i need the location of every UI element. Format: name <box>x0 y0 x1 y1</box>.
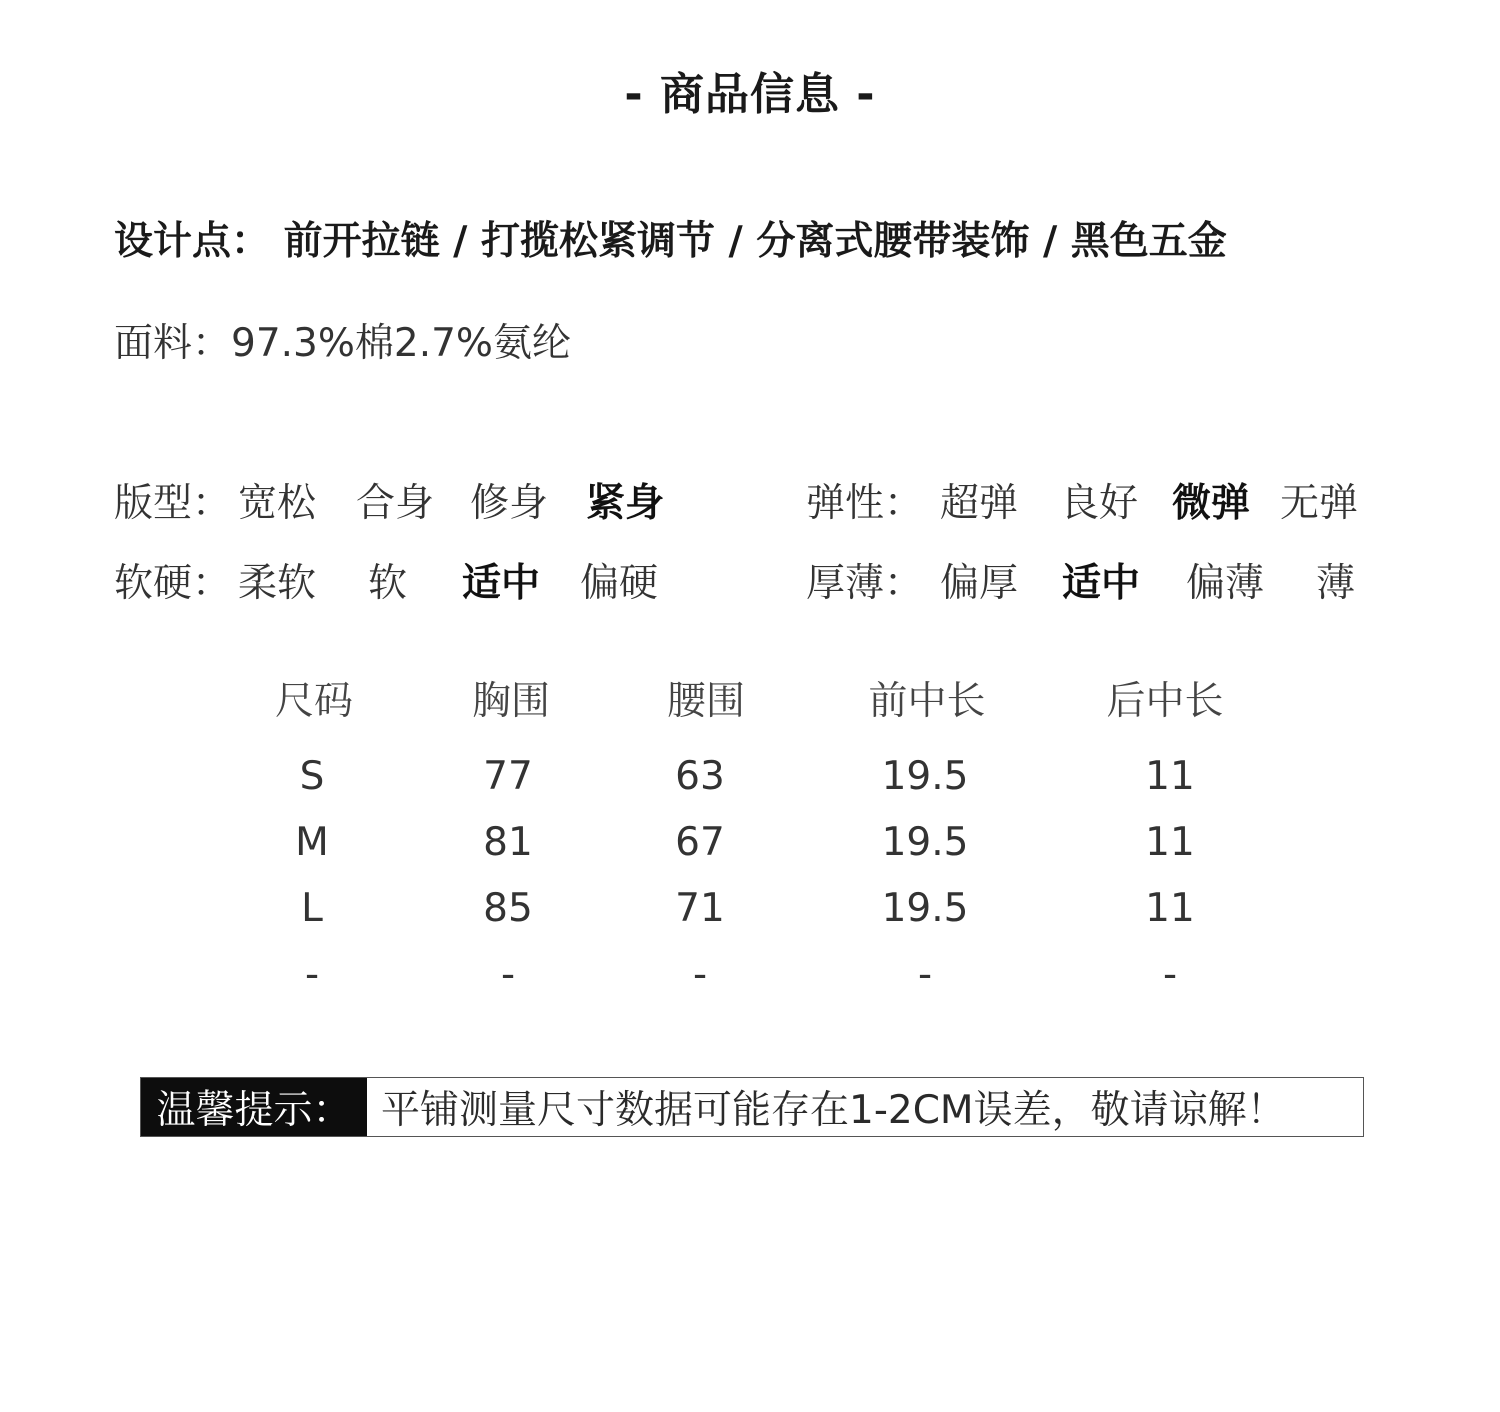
attr-label: 厚薄： <box>806 561 924 606</box>
table-cell: 19.5 <box>881 754 969 799</box>
table-cell: - <box>917 952 933 997</box>
attr-label: 版型： <box>114 481 232 526</box>
table-cell: - <box>304 952 320 997</box>
table-cell: 81 <box>483 820 533 865</box>
attr-option: 软 <box>368 561 408 606</box>
attr-thickness <box>806 552 1406 606</box>
attr-label: 软硬： <box>114 561 232 606</box>
table-cell: 71 <box>675 886 725 931</box>
table-cell: 67 <box>675 820 725 865</box>
attr-option: 柔软 <box>238 561 317 606</box>
table-cell: - <box>1162 952 1178 997</box>
attr-option-selected: 紧身 <box>586 481 665 526</box>
table-cell: - <box>692 952 708 997</box>
table-cell: M <box>295 820 329 865</box>
attr-fit <box>114 472 714 526</box>
table-cell: L <box>301 886 323 931</box>
attr-option: 偏厚 <box>940 561 1019 606</box>
attr-option: 无弹 <box>1280 481 1359 526</box>
table-cell: 11 <box>1145 820 1195 865</box>
attr-elasticity <box>806 472 1406 526</box>
table-cell: 19.5 <box>881 820 969 865</box>
attr-option: 修身 <box>470 481 549 526</box>
table-cell: S <box>299 754 325 799</box>
table-cell: 11 <box>1145 754 1195 799</box>
table-cell: 19.5 <box>881 886 969 931</box>
table-header: 后中长 <box>1106 679 1224 724</box>
attr-option-selected: 适中 <box>462 561 541 606</box>
table-header: 前中长 <box>868 679 986 724</box>
table-cell: 63 <box>675 754 725 799</box>
size-table <box>0 670 1500 1010</box>
tip-text: 平铺测量尺寸数据可能存在1-2CM误差，敬请谅解！ <box>381 1088 1286 1133</box>
page-title: - 商品信息 - <box>624 69 876 120</box>
attr-option: 良好 <box>1060 481 1139 526</box>
table-header: 胸围 <box>471 679 551 724</box>
attr-option: 偏薄 <box>1186 561 1265 606</box>
attr-option-selected: 微弹 <box>1172 481 1251 526</box>
attr-option: 偏硬 <box>580 561 659 606</box>
table-cell: - <box>500 952 516 997</box>
attr-option-selected: 适中 <box>1062 561 1141 606</box>
fabric-composition: 面料：97.3%棉2.7%氨纶 <box>114 321 571 366</box>
attr-option: 宽松 <box>238 481 317 526</box>
tip-label: 温馨提示： <box>141 1078 367 1136</box>
table-cell: 77 <box>483 754 533 799</box>
attr-softness <box>114 552 714 606</box>
attr-option: 薄 <box>1316 561 1356 606</box>
tip-box <box>140 1077 1364 1137</box>
table-cell: 11 <box>1145 886 1195 931</box>
table-header: 尺码 <box>274 679 354 724</box>
attr-option: 合身 <box>356 481 435 526</box>
design-points: 设计点： 前开拉链 / 打揽松紧调节 / 分离式腰带装饰 / 黑色五金 <box>114 219 1227 264</box>
attr-option: 超弹 <box>940 481 1019 526</box>
attr-label: 弹性： <box>806 481 924 526</box>
table-cell: 85 <box>483 886 533 931</box>
table-header: 腰围 <box>666 679 746 724</box>
